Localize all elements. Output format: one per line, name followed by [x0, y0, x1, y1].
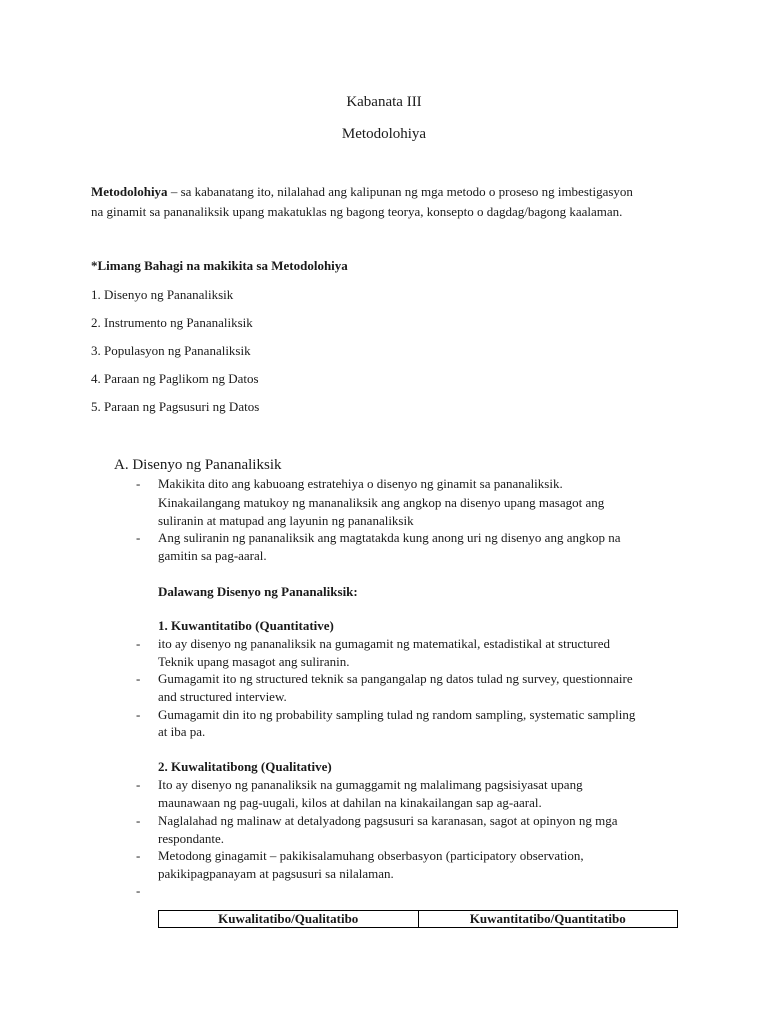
qualitative-b3-line1: Metodong ginagamit – pakikisalamuhang obserbasyon (participatory observation,	[158, 848, 584, 863]
parts-item-1: 1. Disenyo ng Pananaliksik	[91, 287, 234, 302]
quantitative-b2-line1: Gumagamit ito ng structured teknik sa pangangalap ng datos tulad ng survey, questionnaire	[158, 671, 633, 686]
section-a-bullet1-line3: suliranin at matupad ang layunin ng pananaliksik	[158, 513, 414, 528]
quantitative-b3-line1: Gumagamit din ito ng probability sampling tulad ng random sampling, systematic sampling	[158, 707, 636, 722]
intro-term: Metodolohiya	[91, 184, 168, 199]
bullet-dash: -	[136, 777, 141, 792]
bullet-dash: -	[136, 671, 141, 686]
table-header-qualitative: Kuwalitatibo/Qualitatibo	[218, 911, 359, 926]
quantitative-b2-line2: and structured interview.	[158, 689, 287, 704]
qualitative-b2-line2: respondante.	[158, 831, 225, 846]
bullet-dash: -	[136, 476, 141, 491]
qualitative-heading: 2. Kuwalitatibong (Qualitative)	[158, 759, 332, 774]
parts-item-5: 5. Paraan ng Pagsusuri ng Datos	[91, 399, 260, 414]
bullet-dash: -	[136, 813, 141, 828]
qualitative-b2-line1: Naglalahad ng malinaw at detalyadong pagsusuri sa karanasan, sagot at opinyon ng mga	[158, 813, 618, 828]
section-a-bullet1-line2: Kinakailangang matukoy ng mananaliksik ang angkop na disenyo upang masagot ang	[158, 495, 605, 510]
designs-subheading: Dalawang Disenyo ng Pananaliksik:	[158, 584, 358, 599]
bullet-dash: -	[136, 530, 141, 545]
comparison-table-header	[158, 910, 678, 928]
parts-item-3: 3. Populasyon ng Pananaliksik	[91, 343, 251, 358]
intro-definition-line2: na ginamit sa pananaliksik upang makatuklas ng bagong teorya, konsepto o dagdag/bagong kaalaman.	[91, 204, 623, 219]
bullet-dash: -	[136, 707, 141, 722]
quantitative-b3-line2: at iba pa.	[158, 724, 206, 739]
section-a-heading: A. Disenyo ng Pananaliksik	[114, 457, 282, 473]
section-a-bullet2-line1: Ang suliranin ng pananaliksik ang magtatakda kung anong uri ng disenyo ang angkop na	[158, 530, 621, 545]
qualitative-b3-line2: pakikipagpanayam at pagsusuri sa nilalaman.	[158, 866, 394, 881]
table-header-quantitative: Kuwantitatibo/Quantitatibo	[418, 911, 678, 927]
bullet-dash: -	[136, 636, 141, 651]
parts-heading: *Limang Bahagi na makikita sa Metodolohiya	[91, 258, 348, 273]
quantitative-b1-line1: ito ay disenyo ng pananaliksik na gumagamit ng matematikal, estadistikal at structured	[158, 636, 610, 651]
qualitative-b1-line2: maunawaan ng pag-uugali, kilos at dahilan na kinakailangan sap ag-aaral.	[158, 795, 542, 810]
bullet-dash: -	[136, 848, 141, 863]
quantitative-heading: 1. Kuwantitatibo (Quantitative)	[158, 618, 334, 633]
chapter-number: Kabanata III	[346, 94, 422, 110]
parts-item-4: 4. Paraan ng Paglikom ng Datos	[91, 371, 259, 386]
section-a-bullet2-line2: gamitin sa pag-aaral.	[158, 548, 267, 563]
parts-item-2: 2. Instrumento ng Pananaliksik	[91, 315, 253, 330]
section-a-bullet1-line1: Makikita dito ang kabuoang estratehiya o disenyo ng ginamit sa pananaliksik.	[158, 476, 563, 491]
bullet-dash: -	[136, 883, 141, 898]
chapter-title: Metodolohiya	[341, 126, 427, 142]
quantitative-b1-line2: Teknik upang masagot ang suliranin.	[158, 654, 350, 669]
qualitative-b1-line1: Ito ay disenyo ng pananaliksik na gumaggamit ng malalimang pagsisiyasat upang	[158, 777, 583, 792]
intro-definition	[91, 184, 633, 200]
intro-definition-line1: – sa kabanatang ito, nilalahad ang kalipunan ng mga metodo o proseso ng imbestigasyon	[167, 184, 633, 199]
